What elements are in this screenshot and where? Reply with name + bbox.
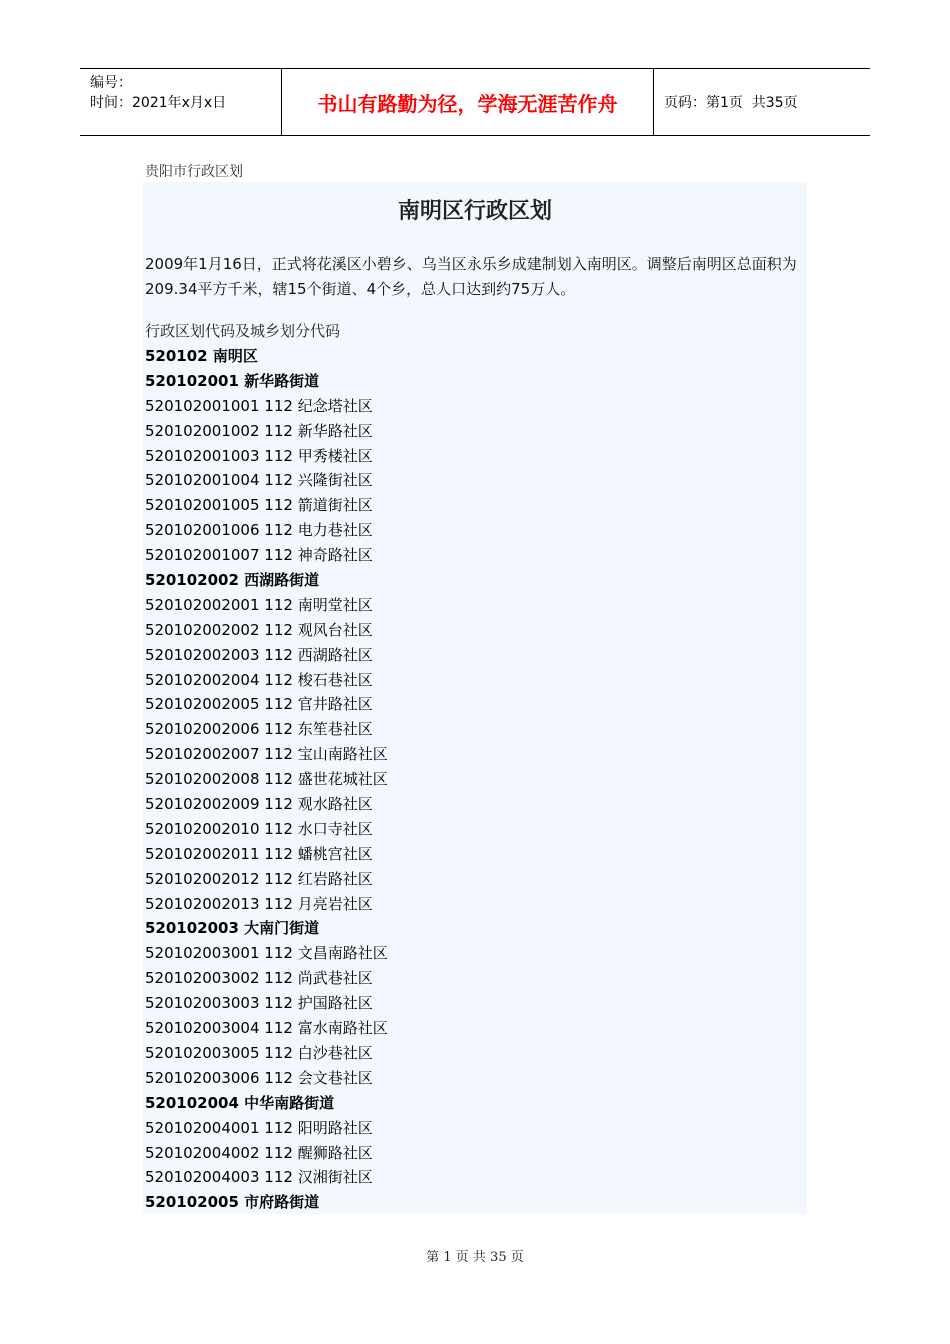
list-item [145,444,388,469]
page-footer: 第 1 页 共 35 页 [426,1250,524,1265]
list-item [145,643,388,668]
header-page-cell [654,69,870,135]
division-name: 观水路社区 [297,795,373,814]
division-name: 会文巷社区 [297,1068,373,1087]
list-item [145,742,388,767]
division-code: 520102003002 112 [145,969,293,988]
list-item [145,1066,388,1091]
division-name: 南明区 [212,347,258,365]
codes-section-label: 行政区划代码及城乡划分代码 [145,322,341,340]
division-name: 梭石巷社区 [297,670,373,689]
division-code: 520102002012 112 [145,869,293,888]
division-name: 水口寺社区 [297,819,373,838]
division-code: 520102002005 112 [145,695,293,714]
division-code: 520102004 [145,1093,239,1112]
page-info: 页码：第1页 共35页 [664,95,798,111]
division-code: 520102004002 112 [145,1143,293,1162]
division-name: 醒狮路社区 [297,1143,373,1162]
list-item [145,966,388,991]
document-header [80,68,870,136]
list-item [145,692,388,717]
division-code: 520102 [145,347,208,365]
division-heading [145,1190,388,1215]
header-motto-cell [282,69,654,135]
division-heading [145,369,388,394]
list-item [145,394,388,419]
list-item [145,518,388,543]
division-code: 520102003001 112 [145,944,293,963]
list-item [145,941,388,966]
division-name: 纪念塔社区 [297,396,373,415]
division-code: 520102001 [145,371,239,390]
division-code: 520102003006 112 [145,1068,293,1087]
division-name: 官井路社区 [297,695,373,714]
division-name: 观风台社区 [297,620,373,639]
list-item [145,543,388,568]
division-code: 520102002004 112 [145,670,293,689]
division-code: 520102003 [145,919,239,938]
division-name: 白沙巷社区 [297,1043,373,1062]
division-heading [145,568,388,593]
division-code: 520102002010 112 [145,819,293,838]
division-code: 520102002003 112 [145,645,293,664]
division-name: 月亮岩社区 [297,894,373,913]
division-heading [145,344,388,369]
division-code: 520102003005 112 [145,1043,293,1062]
motto-text: 书山有路勤为径，学海无涯苦作舟 [317,91,618,116]
division-code: 520102001007 112 [145,546,293,565]
time-label: 时间：2021年x月x日 [90,95,227,111]
division-code: 520102003003 112 [145,994,293,1013]
division-code: 520102001001 112 [145,396,293,415]
division-name: 阳明路社区 [297,1118,373,1137]
header-meta-cell [80,69,282,135]
division-name: 文昌南路社区 [297,944,388,963]
division-code: 520102003004 112 [145,1019,293,1038]
division-code: 520102001006 112 [145,521,293,540]
list-item [145,842,388,867]
list-item [145,618,388,643]
division-name: 宝山南路社区 [297,745,388,764]
division-code: 520102002008 112 [145,770,293,789]
division-name: 汉湘街社区 [297,1168,373,1187]
division-name: 西湖路街道 [244,571,320,590]
division-name: 红岩路社区 [297,869,373,888]
intro-paragraph: 2009年1月16日，正式将花溪区小碧乡、乌当区永乐乡成建制划入南明区。调整后南明区总面积为209.34平方千米，辖15个街道、4个乡，总人口达到约75万人。 [145,255,797,298]
division-code: 520102001004 112 [145,471,293,490]
division-name: 新华路街道 [244,371,320,390]
division-code: 520102004001 112 [145,1118,293,1137]
list-item [145,1041,388,1066]
division-name: 兴隆街社区 [297,471,373,490]
list-item [145,717,388,742]
list-item [145,817,388,842]
code-list [145,344,388,1215]
division-name: 盛世花城社区 [297,770,388,789]
content-area [143,182,807,1214]
list-item [145,668,388,693]
division-name: 大南门街道 [244,919,320,938]
division-name: 新华路社区 [297,421,373,440]
document-label: 贵阳市行政区划 [145,164,243,180]
page-title: 南明区行政区划 [397,199,552,224]
division-name: 箭道街社区 [297,496,373,515]
division-name: 东笙巷社区 [297,720,373,739]
list-item [145,867,388,892]
list-item [145,991,388,1016]
division-code: 520102001002 112 [145,421,293,440]
division-name: 市府路街道 [244,1193,320,1212]
division-code: 520102002001 112 [145,595,293,614]
list-item [145,892,388,917]
division-code: 520102002013 112 [145,894,293,913]
number-label: 编号： [90,75,132,91]
list-item [145,792,388,817]
division-name: 富水南路社区 [297,1019,388,1038]
division-code: 520102002006 112 [145,720,293,739]
list-item [145,419,388,444]
list-item [145,1116,388,1141]
list-item [145,1165,388,1190]
list-item [145,493,388,518]
division-code: 520102005 [145,1193,239,1212]
division-name: 护国路社区 [297,994,373,1013]
division-heading [145,916,388,941]
division-name: 电力巷社区 [297,521,373,540]
division-code: 520102002 [145,571,239,590]
division-name: 尚武巷社区 [297,969,373,988]
list-item [145,468,388,493]
division-name: 中华南路街道 [244,1093,335,1112]
list-item [145,767,388,792]
division-code: 520102004003 112 [145,1168,293,1187]
division-code: 520102002011 112 [145,844,293,863]
list-item [145,1016,388,1041]
division-heading [145,1091,388,1116]
division-code: 520102001005 112 [145,496,293,515]
division-name: 南明堂社区 [297,595,373,614]
division-name: 西湖路社区 [297,645,373,664]
division-code: 520102002009 112 [145,795,293,814]
division-name: 甲秀楼社区 [297,446,373,465]
division-name: 神奇路社区 [297,546,373,565]
list-item [145,593,388,618]
division-code: 520102001003 112 [145,446,293,465]
division-name: 蟠桃宫社区 [297,844,373,863]
division-code: 520102002007 112 [145,745,293,764]
list-item [145,1141,388,1166]
division-code: 520102002002 112 [145,620,293,639]
